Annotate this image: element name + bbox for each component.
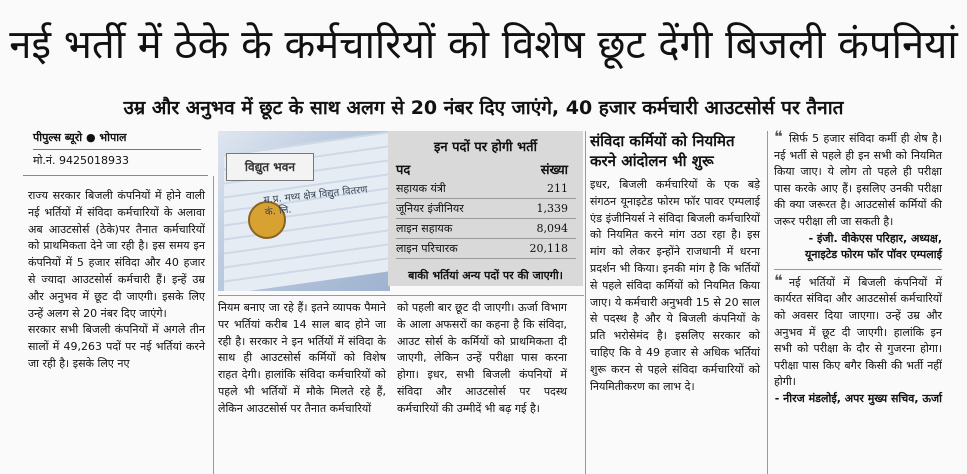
table-row — [396, 179, 576, 199]
post-count: 20,118 — [503, 239, 576, 259]
post-name: जूनियर इंजीनियर — [396, 199, 503, 219]
byline-bureau: पीपुल्स ब्यूरो ● भोपाल — [33, 131, 201, 150]
column-divider — [585, 131, 586, 474]
article-column-3 — [397, 300, 567, 418]
quote-1-text: सिर्फ 5 हजार संविदा कर्मी ही शेष है। नई भर्ती से पहले ही इन सभी को नियमित किया जाए। ये लोग तो पहले ही परीक्षा पास करके आए हैं। इसलिए उनकी परीक्षा की क्या जरूरत है। आउटसोर्स कर्मियों की जरूर परीक्षा ली जा सकती है। — [774, 132, 942, 228]
column-divider — [767, 131, 768, 474]
quote-mark-icon: ❝ — [774, 127, 783, 146]
sidebar-story — [590, 131, 760, 395]
paragraph: नियम बनाए जा रहे हैं। इतने व्यापक पैमाने पर भर्तियां करीब 14 साल बाद होने जा रही है। सरकार ने इन भर्तियों में संविदा के साथ ही आउटसोर्स कर्मियों को विशेष राहत देगी। हालांकि संविदा कर्मचारियों को पहले भी भर्तियों में मौके मिलते रहे हैं, लेकिन आउटसोर्स पर तैनात कर्मचारियों — [218, 301, 386, 415]
quote-2 — [774, 270, 942, 391]
article-column-2 — [218, 300, 386, 418]
sidebar-story-heading: संविदा कर्मियों को नियमित करने आंदोलन भी शुरू — [590, 132, 735, 170]
quote-mark-icon: ❝ — [774, 270, 783, 290]
building-signage: म.प्र. मध्य क्षेत्र विद्युत वितरण कं. लि. — [263, 184, 369, 219]
headline: नई भर्ती में ठेके के कर्मचारियों को विशेष छूट देंगी बिजली कंपनियां — [9, 22, 958, 68]
quote-1 — [774, 127, 942, 231]
quote-2-attribution: - नीरज मंडलोई, अपर मुख्य सचिव, ऊर्जा — [774, 391, 942, 405]
paragraph: राज्य सरकार बिजली कंपनियों में होने वाली नई भर्तियों में संविदा कर्मचारियों के अलावा अब आउटसोर्स (ठेके)पर तैनात कर्मचारियों को प्राथमिकता देने जा रही है। इस समय इन कंपनियों में 5 हजार संविदा और 40 हजार से ज्यादा आउटसोर्स कर्मचारी हैं। इन्हें उम्र और अनुभव में छूट दी जाएगी। इसके लिए उन्हें अलग से 20 नंबर दिए जाएंगे। — [28, 189, 205, 320]
byline-phone: मो.नं. 9425018933 — [33, 154, 130, 167]
building-sign: विद्युत भवन — [226, 153, 314, 181]
post-name: लाइन सहायक — [396, 219, 503, 239]
building-photo — [218, 131, 390, 291]
column-divider — [213, 176, 214, 474]
post-name: लाइन परिचारक — [396, 239, 503, 259]
post-name: सहायक यंत्री — [396, 179, 503, 199]
quote-2-text: नई भर्तियों में बिजली कंपनियों में कार्यरत संविदा और आउटसोर्स कर्मचारियों को अवसर दिया जाएगा। उन्हें उम्र और अनुभव में छूट दी जाएगी। हालांकि इन सभी को परीक्षा के दौर से गुजरना होगा। परीक्षा पास किए बगैर किसी की भर्ती नहीं होगी। — [774, 275, 942, 389]
byline-divider — [23, 175, 208, 176]
section-divider — [218, 295, 584, 296]
table-row — [396, 199, 576, 219]
quote-divider — [774, 269, 942, 270]
quotes-column — [774, 127, 942, 408]
table-row — [396, 239, 576, 259]
posts-table-header-post: पद — [396, 163, 411, 178]
posts-table-note: बाकी भर्तियां अन्य पदों पर की जाएगी। — [408, 269, 563, 282]
table-row — [396, 219, 576, 239]
paragraph: सरकार सभी बिजली कंपनियों में अगले तीन सालों में 49,263 पदों पर नई भर्तियां करने जा रही है। इसके लिए नए — [28, 323, 205, 370]
posts-table-title: इन पदों पर होगी भर्ती — [434, 140, 537, 155]
post-count: 8,094 — [503, 219, 576, 239]
post-count: 1,339 — [503, 199, 576, 219]
posts-table-box — [388, 131, 583, 286]
posts-table-header-row — [396, 159, 576, 179]
quote-1-attribution: - इंजी. वीकेएस परिहार, अध्यक्ष, यूनाइटेड फोरम फॉर पॉवर एम्पलाई — [805, 231, 942, 262]
subheadline: उम्र और अनुभव में छूट के साथ अलग से 20 नंबर दिए जाएंगे, 40 हजार कर्मचारी आउटसोर्स पर तैनात — [123, 97, 844, 119]
byline — [33, 131, 201, 168]
paragraph: को पहली बार छूट दी जाएगी। ऊर्जा विभाग के आला अफसरों का कहना है कि संविदा, आउट सोर्स के कर्मियों को प्राथमिकता दी जाएगी, लेकिन उन्हें परीक्षा पास करना होगा। इधर, सभी बिजली कंपनियों में संविदा और आउटसोर्स पर पदस्थ कर्मचारियों की उम्मीदें भी बढ़ गई है। — [397, 301, 567, 415]
post-count: 211 — [503, 179, 576, 199]
posts-table — [396, 159, 576, 259]
paragraph: इधर, बिजली कर्मचारियों के एक बड़े संगठन यूनाइटेड फोरम फॉर पावर एम्पलाई एंड इंजीनियर्स ने संविदा बिजली कर्मचारियों को नियमित करने मांग उठा रहा है। इस मांग को लेकर इन्होंने राजधानी में धरना प्रदर्शन भी किया। इनकी मांग है कि भर्तियों से पहले संविदा कर्मियों को नियमित किया जाए। ये कर्मचारी अनुभवी 15 से 20 साल से पदस्थ है और ये बिजली कंपनियों के प्रति भरोसेमंद है। इसलिए सरकार को चाहिए कि वे 49 हजार से अधिक भर्तियां शुरू करन से पहले संविदा कर्मचारियों को नियमितीकरण का लाभ दे। — [590, 178, 760, 393]
article-column-1 — [28, 188, 205, 373]
posts-table-header-count: संख्या — [540, 163, 568, 178]
